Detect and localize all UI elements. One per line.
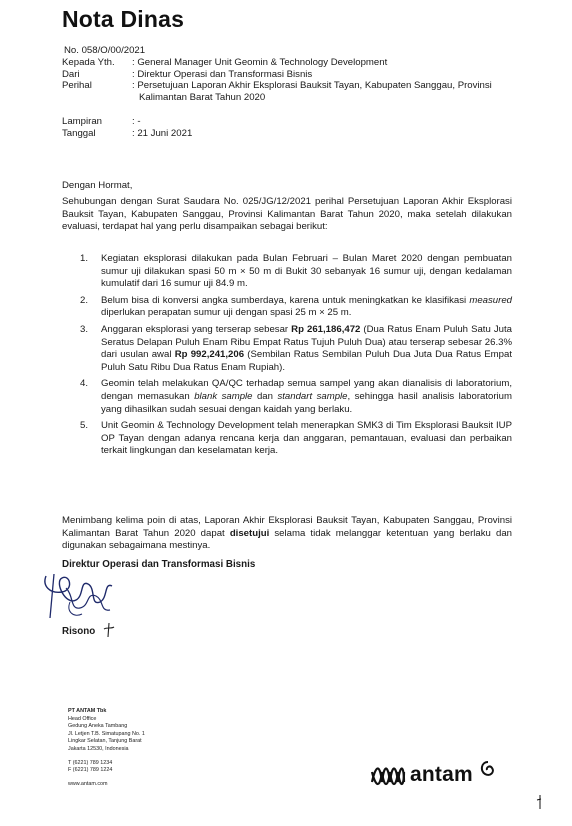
memo-number: No. 058/O/00/2021: [64, 45, 146, 56]
approval-word: disetujui: [229, 527, 270, 539]
text-segment: , sehingga hasil analisis laboratorium yang dihasilkan sudah sesuai dengan kaidah yang berlaku.: [101, 390, 513, 415]
text-segment: selama tidak melanggar ketentuan yang berlaku dan digunakan sebagaimana mestinya.: [62, 527, 512, 552]
date-value: : 21 Juni 2021: [132, 127, 193, 139]
amount-absorbed: Rp 261,186,472: [291, 323, 361, 335]
list-text: [101, 378, 512, 416]
text-segment: (Dua Ratus Enam Puluh Satu Juta Seratus Delapan Puluh Enam Ribu Empat Ratus Tujuh Puluh Dua) atau terserap sebesar 26.3% dari usulan awal: [101, 323, 512, 361]
footer-fax: F (6221) 789 1224: [68, 767, 113, 774]
initial-mark-icon: [102, 622, 116, 638]
antam-logo: [370, 760, 499, 790]
spacer: [62, 104, 499, 116]
closing-paragraph: [62, 515, 512, 553]
tick-mark: [536, 794, 544, 810]
to-label: Kepada Yth.: [62, 56, 115, 68]
text-segment: diperlukan perapatan sumur uji dengan spasi 25 m × 25 m.: [101, 307, 352, 319]
list-number: 5.: [80, 420, 89, 432]
list-item: [62, 420, 512, 458]
antam-emblem-icon: [370, 760, 406, 790]
text-segment: Geomin telah melakukan QA/QC terhadap semua sampel yang akan dianalisis di laboratorium, dengan memasukan: [101, 378, 512, 402]
list-number: 2.: [80, 294, 89, 306]
to-value: : General Manager Unit Geomin & Technology Development: [132, 56, 388, 68]
italic-term: blank sample: [194, 390, 253, 402]
list-number: 4.: [80, 378, 89, 390]
footer-website: www.antam.com: [68, 780, 108, 787]
to-row: [62, 57, 499, 69]
list-number: 1.: [80, 253, 89, 264]
footer-line: Jakarta 12530, Indonesia: [68, 745, 129, 752]
points-list: [62, 253, 512, 462]
date-row: [62, 128, 499, 140]
intro-paragraph: Sehubungan dengan Surat Saudara No. 025/JG/12/2021 perihal Persetujuan Laporan Akhir Eksplorasi Bauksit Tayan, Kabupaten Sanggau, Provinsi Kalimantan Barat Tahun 2020, maka setelah dilakukan evaluasi, terdapat hal yang perlu disampaikan sebagai berikut:: [62, 196, 512, 233]
subject-label: Perihal: [62, 80, 92, 92]
text-segment: Belum bisa di konversi angka sumberdaya, karena untuk meningkatkan ke klasifikasi: [101, 294, 470, 306]
signer-title: Direktur Operasi dan Transformasi Bisnis: [62, 559, 256, 570]
memo-header: [62, 45, 499, 140]
subject-indent: [62, 92, 132, 104]
footer-address: [68, 708, 145, 788]
attachment-value: : -: [132, 115, 141, 127]
footer-phone: T (6221) 789 1234: [68, 759, 113, 766]
amount-proposed: Rp 992,241,206: [174, 349, 245, 361]
text-segment: Menimbang kelima poin di atas, Laporan Akhir Eksplorasi Bauksit Tayan, Kabupaten Sanggau, Provinsi Kalimantan Barat Tahun 2020 dapat: [62, 515, 512, 539]
subject-value-line2: Kalimantan Barat Tahun 2020: [139, 92, 266, 104]
footer-line: Head Office: [68, 715, 97, 722]
from-value: : Direktur Operasi dan Transformasi Bisnis: [132, 68, 313, 80]
date-label: Tanggal: [62, 127, 96, 139]
from-label: Dari: [62, 68, 80, 80]
list-text: Kegiatan eksplorasi dilakukan pada Bulan Februari – Bulan Maret 2020 dengan pembuatan sumur uji dilakukan spasi 50 m × 50 m di Bukit 30 sebanyak 16 sumur uji, dengan kedalaman kumulatif dari 16 sumur uji 84.9 m.: [101, 253, 512, 290]
text-segment: (Sembilan Ratus Sembilan Puluh Dua Juta Dua Ratus Empat Puluh Satu Ribu Dua Ratus Enam Rupiah).: [101, 349, 512, 373]
signature-image: [40, 566, 120, 626]
list-text: [101, 324, 512, 374]
subject-row-cont: [62, 92, 499, 104]
list-item: [62, 253, 512, 291]
list-item: [62, 378, 512, 416]
text-segment: dan: [252, 390, 278, 402]
attachment-row: [62, 116, 499, 128]
antam-wordmark: antam: [410, 763, 473, 786]
list-item: [62, 324, 512, 374]
footer-line: Lingkar Selatan, Tanjung Barat: [68, 738, 142, 745]
list-item: [62, 295, 512, 320]
memo-number-row: [62, 45, 499, 57]
list-text: Unit Geomin & Technology Development telah menerapkan SMK3 di Tim Eksplorasi Bauksit IUP OP Tayan dengan adanya rencana kerja dan anggaran, pemantauan, evaluasi dan perbaikan terkait lingkungan dan keselamatan kerja.: [101, 420, 512, 457]
from-row: [62, 69, 499, 81]
footer-line: Gedung Aneka Tambang: [68, 723, 128, 730]
footer-company: PT ANTAM Tbk: [68, 708, 107, 714]
spiral-mark-icon: [477, 759, 499, 781]
signer-name: [62, 622, 116, 638]
list-text: [101, 295, 512, 320]
italic-term: standart sample: [277, 390, 348, 402]
subject-value-line1: : Persetujuan Laporan Akhir Eksplorasi Bauksit Tayan, Kabupaten Sanggau, Provinsi: [132, 80, 492, 92]
list-number: 3.: [80, 323, 89, 335]
footer-line: Jl. Letjen T.B. Simatupang No. 1: [68, 730, 145, 737]
page-mark-icon: [536, 794, 544, 813]
document-title: Nota Dinas: [62, 6, 185, 32]
subject-row: [62, 80, 499, 92]
italic-term: measured: [469, 294, 512, 306]
attachment-label: Lampiran: [62, 115, 102, 127]
salutation: Dengan Hormat,: [62, 180, 133, 191]
signer-name-text: Risono: [62, 626, 96, 637]
text-segment: Anggaran eksplorasi yang terserap sebesar: [101, 323, 292, 335]
